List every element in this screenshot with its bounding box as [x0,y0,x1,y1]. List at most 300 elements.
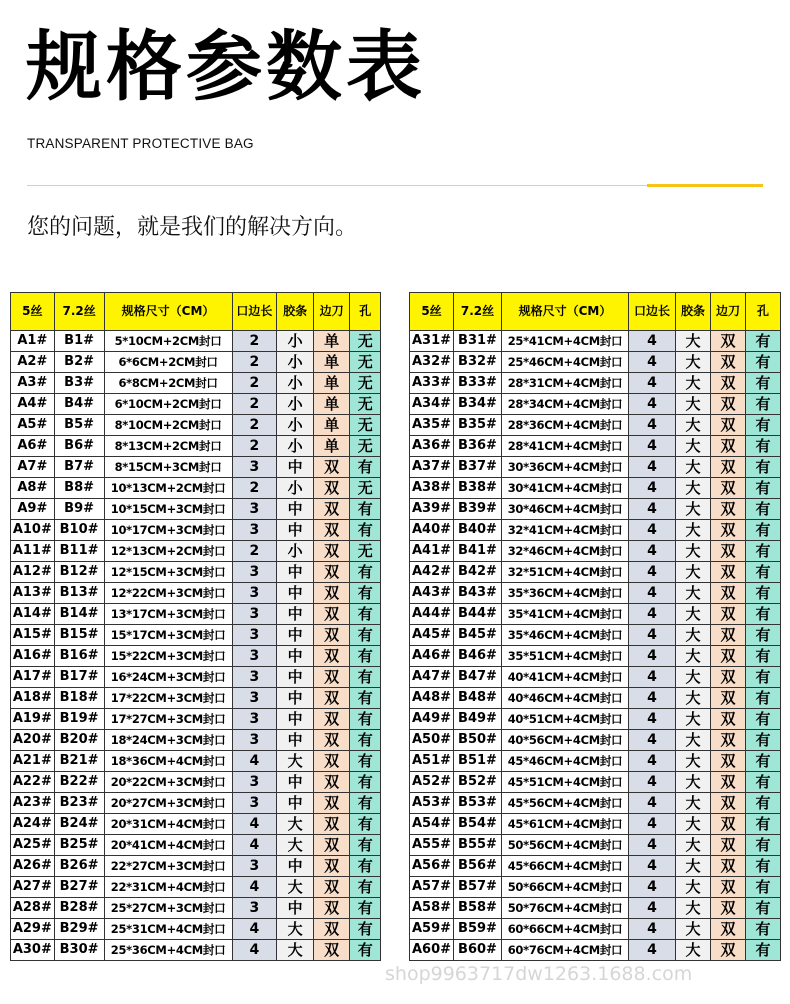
col-header-edge: 口边长 [629,293,676,331]
cell-hole: 有 [746,331,781,352]
cell-strip: 大 [277,877,314,898]
cell-strip: 大 [676,520,711,541]
cell-strip: 中 [277,856,314,877]
cell-code-72si: B5# [54,415,104,436]
cell-size: 40*56CM+4CM封口 [502,730,629,751]
cell-strip: 大 [676,478,711,499]
cell-edge-length: 4 [629,667,676,688]
spec-table-right [409,292,781,961]
cell-strip: 小 [277,352,314,373]
cell-strip: 大 [277,751,314,772]
cell-code-72si: B46# [454,646,502,667]
table-row [11,562,381,583]
spec-table-left [10,292,381,961]
cell-edge-length: 3 [232,667,277,688]
cell-edge-length: 4 [232,814,277,835]
cell-size: 18*24CM+3CM封口 [104,730,232,751]
cell-blade: 双 [313,709,350,730]
cell-hole: 有 [350,625,381,646]
cell-code-5si: A14# [11,604,55,625]
cell-blade: 双 [313,562,350,583]
cell-strip: 中 [277,499,314,520]
cell-code-5si: A40# [410,520,454,541]
watermark-text: shop9963717dw1263.1688.com [385,963,693,985]
cell-strip: 大 [676,772,711,793]
cell-code-72si: B32# [454,352,502,373]
cell-size: 13*17CM+3CM封口 [104,604,232,625]
cell-code-72si: B27# [54,877,104,898]
cell-edge-length: 3 [232,499,277,520]
cell-edge-length: 4 [629,856,676,877]
cell-code-5si: A12# [11,562,55,583]
cell-blade: 双 [711,499,746,520]
cell-edge-length: 3 [232,793,277,814]
cell-strip: 大 [676,793,711,814]
cell-size: 25*36CM+4CM封口 [104,940,232,961]
cell-size: 35*51CM+4CM封口 [502,646,629,667]
table-row [410,541,781,562]
cell-hole: 有 [350,604,381,625]
cell-strip: 大 [676,352,711,373]
cell-edge-length: 4 [629,583,676,604]
cell-size: 8*10CM+2CM封口 [104,415,232,436]
cell-strip: 大 [277,919,314,940]
table-row [410,583,781,604]
cell-code-72si: B36# [454,436,502,457]
cell-blade: 双 [711,352,746,373]
cell-hole: 有 [746,373,781,394]
cell-edge-length: 4 [629,457,676,478]
cell-hole: 有 [350,898,381,919]
cell-code-72si: B15# [54,625,104,646]
cell-hole: 有 [350,583,381,604]
cell-size: 6*8CM+2CM封口 [104,373,232,394]
cell-code-72si: B57# [454,877,502,898]
cell-code-5si: A21# [11,751,55,772]
col-header-size: 规格尺寸（CM） [502,293,629,331]
cell-code-72si: B49# [454,709,502,730]
cell-blade: 双 [711,520,746,541]
cell-size: 32*41CM+4CM封口 [502,520,629,541]
cell-code-72si: B52# [454,772,502,793]
table-row [410,730,781,751]
table-row [11,436,381,457]
cell-strip: 中 [277,898,314,919]
table-row [11,688,381,709]
cell-strip: 小 [277,541,314,562]
cell-code-5si: A19# [11,709,55,730]
cell-edge-length: 4 [629,919,676,940]
table-header-row [410,293,781,331]
table-row [11,520,381,541]
table-row [410,646,781,667]
cell-edge-length: 2 [232,331,277,352]
table-row [11,835,381,856]
table-row [11,373,381,394]
table-row [410,814,781,835]
cell-edge-length: 2 [232,352,277,373]
cell-code-5si: A57# [410,877,454,898]
cell-size: 30*41CM+4CM封口 [502,478,629,499]
cell-blade: 双 [313,940,350,961]
cell-code-72si: B43# [454,583,502,604]
cell-hole: 有 [350,646,381,667]
cell-code-5si: A1# [11,331,55,352]
cell-strip: 中 [277,772,314,793]
cell-strip: 大 [676,604,711,625]
cell-hole: 无 [350,415,381,436]
cell-hole: 有 [746,751,781,772]
cell-blade: 双 [711,772,746,793]
cell-hole: 有 [350,772,381,793]
cell-code-72si: B10# [54,520,104,541]
cell-blade: 双 [313,688,350,709]
cell-code-72si: B29# [54,919,104,940]
cell-strip: 大 [676,499,711,520]
cell-hole: 有 [746,919,781,940]
cell-code-72si: B12# [54,562,104,583]
cell-edge-length: 4 [629,772,676,793]
cell-blade: 双 [711,667,746,688]
cell-strip: 大 [676,331,711,352]
cell-code-5si: A53# [410,793,454,814]
cell-hole: 有 [746,730,781,751]
cell-blade: 双 [313,499,350,520]
cell-edge-length: 4 [629,373,676,394]
cell-blade: 双 [711,562,746,583]
cell-code-72si: B35# [454,415,502,436]
table-row [11,772,381,793]
cell-edge-length: 3 [232,772,277,793]
cell-code-72si: B31# [454,331,502,352]
cell-blade: 双 [711,373,746,394]
cell-blade: 单 [313,331,350,352]
cell-blade: 双 [313,646,350,667]
cell-edge-length: 4 [629,730,676,751]
cell-blade: 双 [711,457,746,478]
cell-hole: 有 [350,688,381,709]
cell-size: 50*66CM+4CM封口 [502,877,629,898]
cell-size: 15*17CM+3CM封口 [104,625,232,646]
cell-strip: 大 [676,730,711,751]
cell-blade: 双 [711,751,746,772]
cell-hole: 无 [350,373,381,394]
cell-edge-length: 4 [629,604,676,625]
cell-edge-length: 2 [232,415,277,436]
cell-strip: 大 [676,415,711,436]
cell-size: 8*13CM+2CM封口 [104,436,232,457]
table-row [410,877,781,898]
cell-blade: 双 [711,940,746,961]
cell-code-72si: B4# [54,394,104,415]
cell-size: 20*41CM+4CM封口 [104,835,232,856]
cell-size: 6*10CM+2CM封口 [104,394,232,415]
cell-size: 45*61CM+4CM封口 [502,814,629,835]
cell-strip: 小 [277,331,314,352]
col-header-size: 规格尺寸（CM） [104,293,232,331]
table-row [410,835,781,856]
cell-strip: 中 [277,688,314,709]
cell-edge-length: 2 [232,373,277,394]
cell-code-5si: A6# [11,436,55,457]
cell-code-5si: A36# [410,436,454,457]
cell-hole: 有 [746,793,781,814]
cell-code-72si: B40# [454,520,502,541]
table-row [11,730,381,751]
cell-code-72si: B56# [454,856,502,877]
cell-blade: 双 [711,898,746,919]
cell-edge-length: 4 [629,331,676,352]
table-row [410,751,781,772]
cell-code-5si: A48# [410,688,454,709]
cell-strip: 大 [676,667,711,688]
cell-edge-length: 4 [629,499,676,520]
cell-edge-length: 3 [232,709,277,730]
cell-strip: 中 [277,709,314,730]
cell-strip: 小 [277,415,314,436]
cell-blade: 双 [313,877,350,898]
cell-blade: 双 [711,919,746,940]
cell-hole: 有 [746,940,781,961]
page-subtitle: TRANSPARENT PROTECTIVE BAG [27,136,254,151]
cell-edge-length: 4 [629,394,676,415]
cell-size: 20*22CM+3CM封口 [104,772,232,793]
cell-hole: 有 [350,919,381,940]
table-row [11,709,381,730]
cell-code-5si: A32# [410,352,454,373]
cell-code-5si: A39# [410,499,454,520]
cell-edge-length: 4 [232,877,277,898]
table-row [11,877,381,898]
cell-blade: 双 [313,541,350,562]
cell-edge-length: 3 [232,604,277,625]
table-row [410,478,781,499]
cell-blade: 双 [313,478,350,499]
cell-size: 35*46CM+4CM封口 [502,625,629,646]
cell-code-5si: A60# [410,940,454,961]
cell-blade: 双 [313,919,350,940]
table-row [410,373,781,394]
cell-size: 28*36CM+4CM封口 [502,415,629,436]
cell-edge-length: 4 [629,541,676,562]
cell-edge-length: 3 [232,625,277,646]
cell-code-5si: A43# [410,583,454,604]
table-row [11,856,381,877]
cell-strip: 小 [277,436,314,457]
cell-hole: 无 [350,331,381,352]
table-row [11,331,381,352]
cell-blade: 双 [313,793,350,814]
cell-edge-length: 4 [629,751,676,772]
cell-strip: 大 [676,646,711,667]
cell-strip: 大 [277,835,314,856]
cell-size: 22*31CM+4CM封口 [104,877,232,898]
cell-code-5si: A46# [410,646,454,667]
cell-strip: 大 [676,541,711,562]
table-row [410,394,781,415]
cell-strip: 中 [277,730,314,751]
cell-code-5si: A4# [11,394,55,415]
table-row [11,625,381,646]
page-title: 规格参数表 [26,22,426,111]
cell-edge-length: 2 [232,541,277,562]
cell-strip: 中 [277,520,314,541]
cell-code-5si: A56# [410,856,454,877]
table-row [11,793,381,814]
cell-hole: 有 [746,814,781,835]
cell-code-5si: A8# [11,478,55,499]
cell-code-72si: B26# [54,856,104,877]
cell-size: 6*6CM+2CM封口 [104,352,232,373]
cell-hole: 有 [746,520,781,541]
cell-size: 32*46CM+4CM封口 [502,541,629,562]
cell-edge-length: 4 [629,835,676,856]
cell-code-72si: B18# [54,688,104,709]
table-row [410,667,781,688]
table-row [410,352,781,373]
col-header-5si: 5丝 [11,293,55,331]
cell-blade: 双 [313,898,350,919]
cell-hole: 有 [746,688,781,709]
cell-code-5si: A33# [410,373,454,394]
cell-blade: 双 [711,709,746,730]
table-row [410,898,781,919]
cell-code-72si: B7# [54,457,104,478]
cell-code-5si: A51# [410,751,454,772]
cell-code-72si: B24# [54,814,104,835]
cell-strip: 大 [676,394,711,415]
cell-size: 35*36CM+4CM封口 [502,583,629,604]
table-row [11,940,381,961]
cell-blade: 单 [313,373,350,394]
cell-code-5si: A3# [11,373,55,394]
cell-strip: 大 [676,898,711,919]
cell-code-5si: A38# [410,478,454,499]
cell-strip: 大 [676,583,711,604]
cell-edge-length: 3 [232,562,277,583]
cell-code-72si: B21# [54,751,104,772]
cell-code-5si: A22# [11,772,55,793]
cell-edge-length: 4 [629,940,676,961]
cell-edge-length: 3 [232,898,277,919]
cell-code-5si: A10# [11,520,55,541]
cell-edge-length: 2 [232,394,277,415]
cell-hole: 有 [746,646,781,667]
cell-strip: 大 [277,814,314,835]
cell-size: 40*51CM+4CM封口 [502,709,629,730]
cell-code-5si: A13# [11,583,55,604]
cell-hole: 无 [350,352,381,373]
cell-blade: 双 [711,583,746,604]
col-header-blade: 边刀 [313,293,350,331]
table-row [410,625,781,646]
cell-code-72si: B34# [454,394,502,415]
cell-edge-length: 4 [629,646,676,667]
cell-code-5si: A26# [11,856,55,877]
cell-size: 35*41CM+4CM封口 [502,604,629,625]
cell-blade: 双 [313,667,350,688]
cell-size: 28*34CM+4CM封口 [502,394,629,415]
cell-strip: 中 [277,625,314,646]
cell-code-5si: A15# [11,625,55,646]
cell-hole: 有 [350,520,381,541]
cell-code-72si: B23# [54,793,104,814]
cell-size: 12*15CM+3CM封口 [104,562,232,583]
cell-strip: 大 [676,940,711,961]
cell-code-72si: B17# [54,667,104,688]
cell-edge-length: 4 [629,520,676,541]
cell-size: 45*56CM+4CM封口 [502,793,629,814]
cell-strip: 大 [676,625,711,646]
cell-blade: 双 [711,436,746,457]
cell-hole: 有 [350,457,381,478]
cell-code-5si: A49# [410,709,454,730]
slogan-text: 您的问题，就是我们的解决方向。 [27,215,358,240]
cell-code-72si: B19# [54,709,104,730]
cell-strip: 大 [676,688,711,709]
col-header-strip: 胶条 [277,293,314,331]
table-header-row [11,293,381,331]
cell-code-72si: B22# [54,772,104,793]
cell-blade: 单 [313,394,350,415]
cell-blade: 双 [711,793,746,814]
cell-code-72si: B9# [54,499,104,520]
cell-code-72si: B55# [454,835,502,856]
cell-code-72si: B2# [54,352,104,373]
table-row [410,940,781,961]
cell-hole: 有 [746,835,781,856]
cell-edge-length: 4 [629,814,676,835]
cell-code-72si: B25# [54,835,104,856]
cell-size: 10*15CM+3CM封口 [104,499,232,520]
cell-hole: 有 [746,898,781,919]
cell-hole: 有 [746,352,781,373]
table-row [11,919,381,940]
cell-code-5si: A24# [11,814,55,835]
cell-code-5si: A52# [410,772,454,793]
cell-hole: 有 [350,793,381,814]
cell-strip: 大 [676,856,711,877]
table-row [11,415,381,436]
cell-code-72si: B8# [54,478,104,499]
cell-edge-length: 3 [232,730,277,751]
cell-size: 25*27CM+3CM封口 [104,898,232,919]
cell-size: 17*22CM+3CM封口 [104,688,232,709]
cell-size: 12*22CM+3CM封口 [104,583,232,604]
cell-hole: 有 [746,436,781,457]
cell-code-72si: B33# [454,373,502,394]
cell-code-72si: B11# [54,541,104,562]
cell-hole: 有 [350,877,381,898]
cell-hole: 有 [350,751,381,772]
cell-code-5si: A9# [11,499,55,520]
cell-code-5si: A31# [410,331,454,352]
table-row [11,478,381,499]
cell-code-5si: A17# [11,667,55,688]
cell-code-72si: B41# [454,541,502,562]
cell-edge-length: 2 [232,478,277,499]
cell-strip: 大 [277,940,314,961]
cell-blade: 双 [313,856,350,877]
cell-blade: 双 [711,541,746,562]
cell-size: 12*13CM+2CM封口 [104,541,232,562]
cell-hole: 有 [746,457,781,478]
col-header-72si: 7.2丝 [54,293,104,331]
cell-hole: 有 [350,499,381,520]
cell-edge-length: 2 [232,436,277,457]
cell-blade: 双 [313,457,350,478]
table-row [410,436,781,457]
